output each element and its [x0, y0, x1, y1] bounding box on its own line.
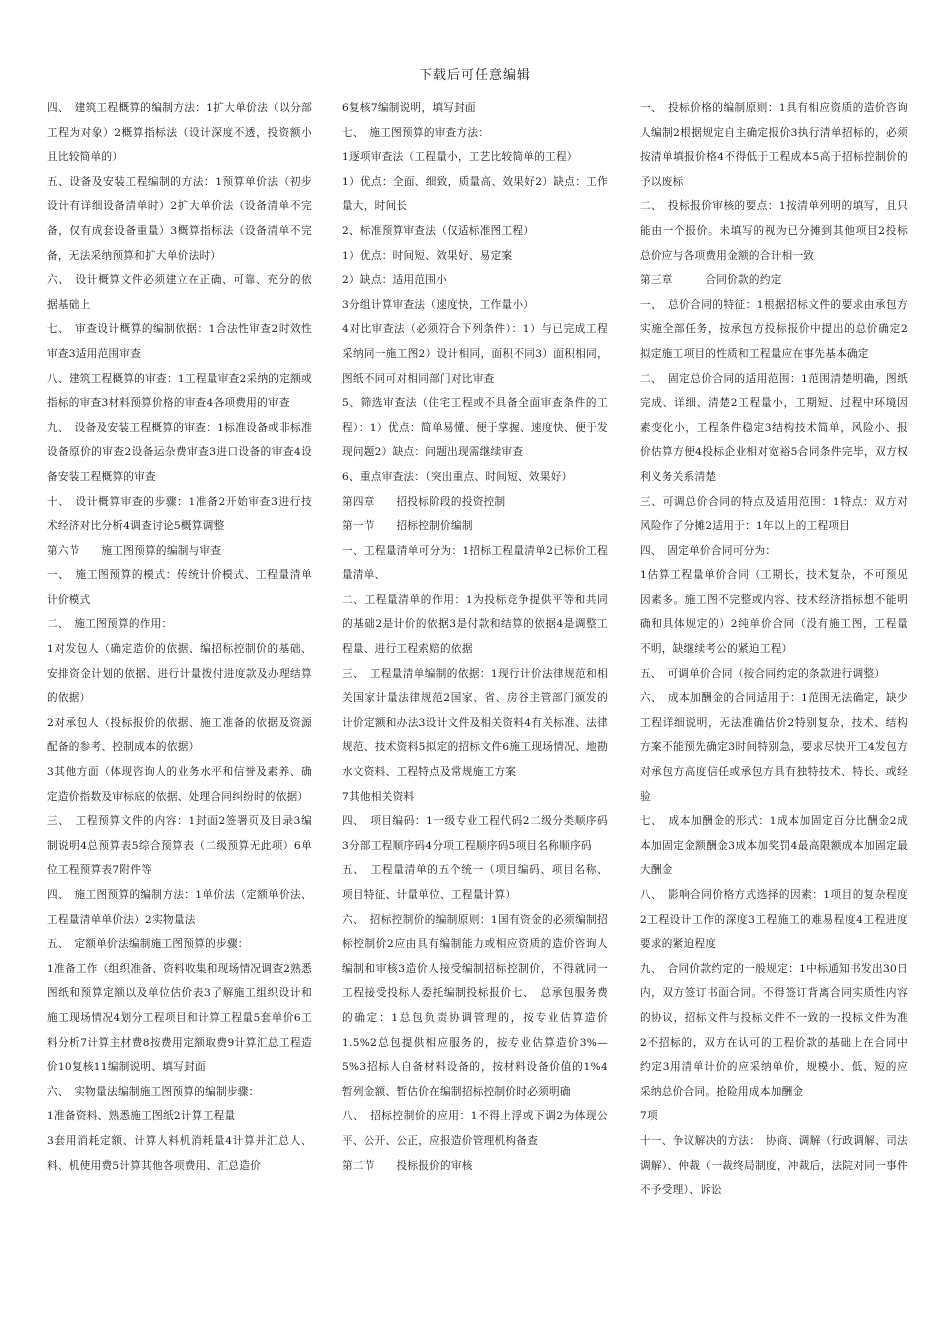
paragraph: 第六节 施工图预算的编制与审查 — [47, 544, 222, 557]
paragraph: 7项 — [640, 1110, 658, 1123]
page-header: 下载后可任意编辑 — [418, 68, 531, 83]
paragraph: 五、 定额单价法编制施工图预算的步骤： — [47, 938, 249, 951]
paragraph: 3分组计算审查法（速度快，工作量小） — [342, 298, 535, 311]
paragraph: 第一节 招标控制价编制 — [342, 520, 473, 533]
paragraph: 四、 项目编码：1一级专业工程代码2二级分类顺序码3分部工程顺序码4分项工程顺序码5项目名称顺序码 — [342, 815, 608, 852]
paragraph: 六、 实物量法编制施工图预算的编制步骤： — [47, 1085, 260, 1098]
paragraph: 二、 固定总价合同的适用范围：1范围清楚明确，图纸完成、详细、清楚2工程量小，工期短、过程中环境因素变化小，工程条件稳定3结构技术简单，风险小、报价估算方便4投标企业相对宽裕5合同条件完毕，双方权利义务关系清楚 — [640, 372, 908, 483]
paragraph: 第四章 招投标阶段的投资控制 — [342, 495, 506, 508]
paragraph: 八、 影响合同价格方式选择的因素：1项目的复杂程度2工程设计工作的深度3工程施工的难易程度4工程进度要求的紧迫程度 — [640, 889, 908, 951]
paragraph: 4对比审查法（必须符合下列条件）：1）与已完成工程采纳同一施工图2）设计相同，面积不同3）面积相同，图纸不同可对相同部门对比审查 — [342, 323, 608, 385]
paragraph: 3其他方面（体现咨询人的业务水平和信誉及素养、确定造价指数及审标底的依据、处理合同纠纷时的依据） — [47, 766, 312, 803]
paragraph: 四、 施工图预算的编制方法：1单价法（定额单价法、工程量清单单价法）2实物量法 — [47, 889, 312, 926]
paragraph: 二、工程量清单的作用：1为投标竞争提供平等和共同的基础2是计价的依据3是付款和结算的依据4是调整工程量、进行工程索赔的依据 — [342, 593, 608, 656]
paragraph: 八、 招标控制价的应用：1不得上浮或下调2为体现公平、公开、公正，应报造价管理机构备查 — [342, 1110, 608, 1147]
paragraph: 十一、争议解决的方法： 协商、调解（行政调解、司法调解）、仲裁（一裁终局制度，冲裁后，法院对同一事件不予受理）、诉讼 — [640, 1134, 908, 1197]
paragraph: 1）优点：全面、细致，质量高、效果好2）缺点：工作量大，时间长 — [342, 175, 608, 213]
paragraph: 2对承包人（投标报价的依据、施工准备的依据及资源配备的参考、控制成本的依据） — [47, 716, 312, 754]
paragraph: 六、 设计概算文件必须建立在正确、可靠、充分的依据基础上 — [47, 274, 312, 311]
paragraph: 四、 固定单价合同可分为： — [640, 544, 777, 557]
paragraph: 5、筛选审查法（住宅工程或不具备全面审查条件的工程）：1）优点：简单易懂、便于掌握、速度快、便于发现问题2）缺点：问题出现需继续审查 — [342, 397, 608, 459]
paragraph: 2）缺点：适用范围小 — [342, 274, 448, 287]
paragraph: 1准备工作（组织准备、资料收集和现场情况调查2熟悉图纸和预算定额以及单位估价表3了解施工组织设计和施工现场情况4划分工程项目和计算工程量5套单价6工料分析7计算主材费8按费用定额取费9计算汇总工程造价10复核11编制说明、填写封面 — [47, 962, 312, 1074]
text-column-right — [640, 96, 908, 1203]
paragraph: 一、 施工图预算的模式：传统计价模式、工程量清单计价模式 — [47, 569, 312, 606]
paragraph: 一、工程量清单可分为：1招标工程量清单2已标价工程量清单、 — [342, 544, 608, 582]
paragraph: 八、建筑工程概算的审查：1工程量审查2采纳的定额或指标的审查3材料预算价格的审查4各项费用的审查 — [47, 372, 312, 410]
paragraph: 九、 设备及安装工程概算的审查：1标准设备或非标准设备原价的审查2设备运杂费审查3进口设备的审查4设备安装工程概算的审查 — [47, 421, 312, 483]
paragraph: 四、 建筑工程概算的编制方法：1扩大单价法（以分部工程为对象）2概算指标法（设计深度不透，投资额小且比较简单的） — [47, 102, 312, 164]
paragraph: 第三章 合同价款的约定 — [640, 274, 782, 287]
paragraph: 二、 投标报价审核的要点：1按清单列明的填写，且只能由一个报价。未填写的视为已分摊到其他项目2投标总价应与各项费用金额的合计相一致 — [640, 200, 908, 262]
paragraph: 一、 投标价格的编制原则：1具有相应资质的造价咨询人编制2根据规定自主确定报价3执行清单招标的，必须按清单填报价格4不得低于工程成本5高于招标控制价的予以废标 — [640, 102, 908, 188]
paragraph: 七、 成本加酬金的形式：1成本加固定百分比酬金2成本加固定金额酬金3成本加奖罚4最高限额成本加固定最大酬金 — [640, 815, 908, 877]
text-column-middle — [342, 96, 608, 1178]
paragraph: 1）优点：时间短、效果好、易定案 — [342, 249, 513, 262]
paragraph: 一、 总价合同的特征：1根据招标文件的要求由承包方实施全部任务，按承包方投标报价中提出的总价确定2拟定施工项目的性质和工程量应在事先基本确定 — [640, 298, 908, 360]
paragraph: 1逐项审查法（工程量小，工艺比较简单的工程） — [342, 151, 578, 164]
paragraph: 五、设备及安装工程编制的方法：1预算单价法（初步设计有详细设备清单时）2扩大单价法（设备清单不完备，仅有成套设备重量）3概算指标法（设备清单不完备，无法采纳预算和扩大单价法时） — [47, 175, 312, 262]
paragraph: 六、 成本加酬金的合同适用于：1范围无法确定，缺少工程详细说明，无法准确估价2特别复杂，技术、结构方案不能预先确定3时间特别急，要求尽快开工4发包方对承包方高度信任或承包方具有独特技术、特长、或经验 — [640, 692, 908, 803]
paragraph: 七、 审查设计概算的编制依据：1合法性审查2时效性审查3适用范围审查 — [47, 323, 312, 360]
paragraph: 九、 合同价款约定的一般规定：1中标通知书发出30日内，双方签订书面合同。不得签订背离合同实质性内容的协议，招标文件与投标文件不一致的一投标文件为准2不招标的，双方在认可的工程价款的基础上在合同中约定3用清单计价的应采纳单价，规模小、低、短的应采纳总价合同。抢险用成本加酬金 — [640, 962, 908, 1098]
paragraph: 三、 工程预算文件的内容：1封面2签署页及目录3编制说明4总预算表5综合预算表（二级预算无此项）6单位工程预算表7附件等 — [47, 815, 312, 877]
paragraph: 七、 施工图预算的审查方法： — [342, 126, 490, 139]
paragraph: 1对发包人（确定造价的依据、编招标控制价的基础、安排资金计划的依据、进行计量拨付进度款及办理结算的依据） — [47, 643, 312, 705]
paragraph: 十、 设计概算审查的步骤：1准备2开始审查3进行技术经济对比分析4调查讨论5概算调整 — [47, 495, 312, 533]
paragraph: 二、 施工图预算的作用： — [47, 618, 173, 631]
paragraph: 7其他相关资料 — [342, 790, 415, 803]
paragraph: 三、可调总价合同的特点及适用范围：1特点：双方对风险作了分摊2适用于：1年以上的工程项目 — [640, 495, 908, 533]
paragraph: 6复核7编制说明，填写封面 — [342, 102, 476, 114]
paragraph: 六、 招标控制价的编制原则：1国有资金的必须编制招标控制价2应由具有编制能力或相应资质的造价咨询人编制和审核3造价人接受编制招标控制价，不得就同一工程接受投标人委托编制投标报价七、 总承包服务费的确定：1总包负责协调管理的，按专业估算造价1.5%2总包提供相应服务的，按专业估算造价3%—5%3招标人自备材料设备的，按材料设备价值的1%4暂列金额、暂估价在编制招标控制价时必须明确 — [342, 913, 608, 1098]
paragraph: 2、标准预算审查法（仅适标准图工程） — [342, 224, 535, 237]
paragraph: 1准备资料、熟悉施工图纸2计算工程量 — [47, 1110, 236, 1123]
paragraph: 3套用消耗定额、计算人料机消耗量4计算并汇总人、料、机使用费5计算其他各项费用、汇总造价 — [47, 1134, 312, 1172]
paragraph: 三、 工程量清单编制的依据：1现行计价法律规范和相关国家计量法律规范2国家、省、房谷主管部门颁发的计价定额和办法3设计文件及相关资料4有关标准、法律规范、技术资料5拟定的招标文件6施工现场情况、地勘水文资料、工程特点及常规施工方案 — [342, 667, 608, 779]
paragraph: 6、重点审查法：（突出重点、时间短、效果好） — [342, 470, 573, 483]
paragraph: 第二节 投标报价的审核 — [342, 1159, 473, 1172]
text-column-left — [47, 96, 312, 1178]
paragraph: 1估算工程量单价合同（工期长，技术复杂，不可预见因素多。施工图不完整或内容、技术经济指标想不能明确和具体规定的）2纯单价合同（没有施工图，工程量不明，缺继续考公的紧迫工程） — [640, 569, 908, 656]
paragraph: 五、 工程量清单的五个统一（项目编码、项目名称、项目特征、计量单位、工程量计算） — [342, 864, 608, 901]
paragraph: 五、 可调单价合同（按合同约定的条款进行调整） — [640, 667, 886, 680]
